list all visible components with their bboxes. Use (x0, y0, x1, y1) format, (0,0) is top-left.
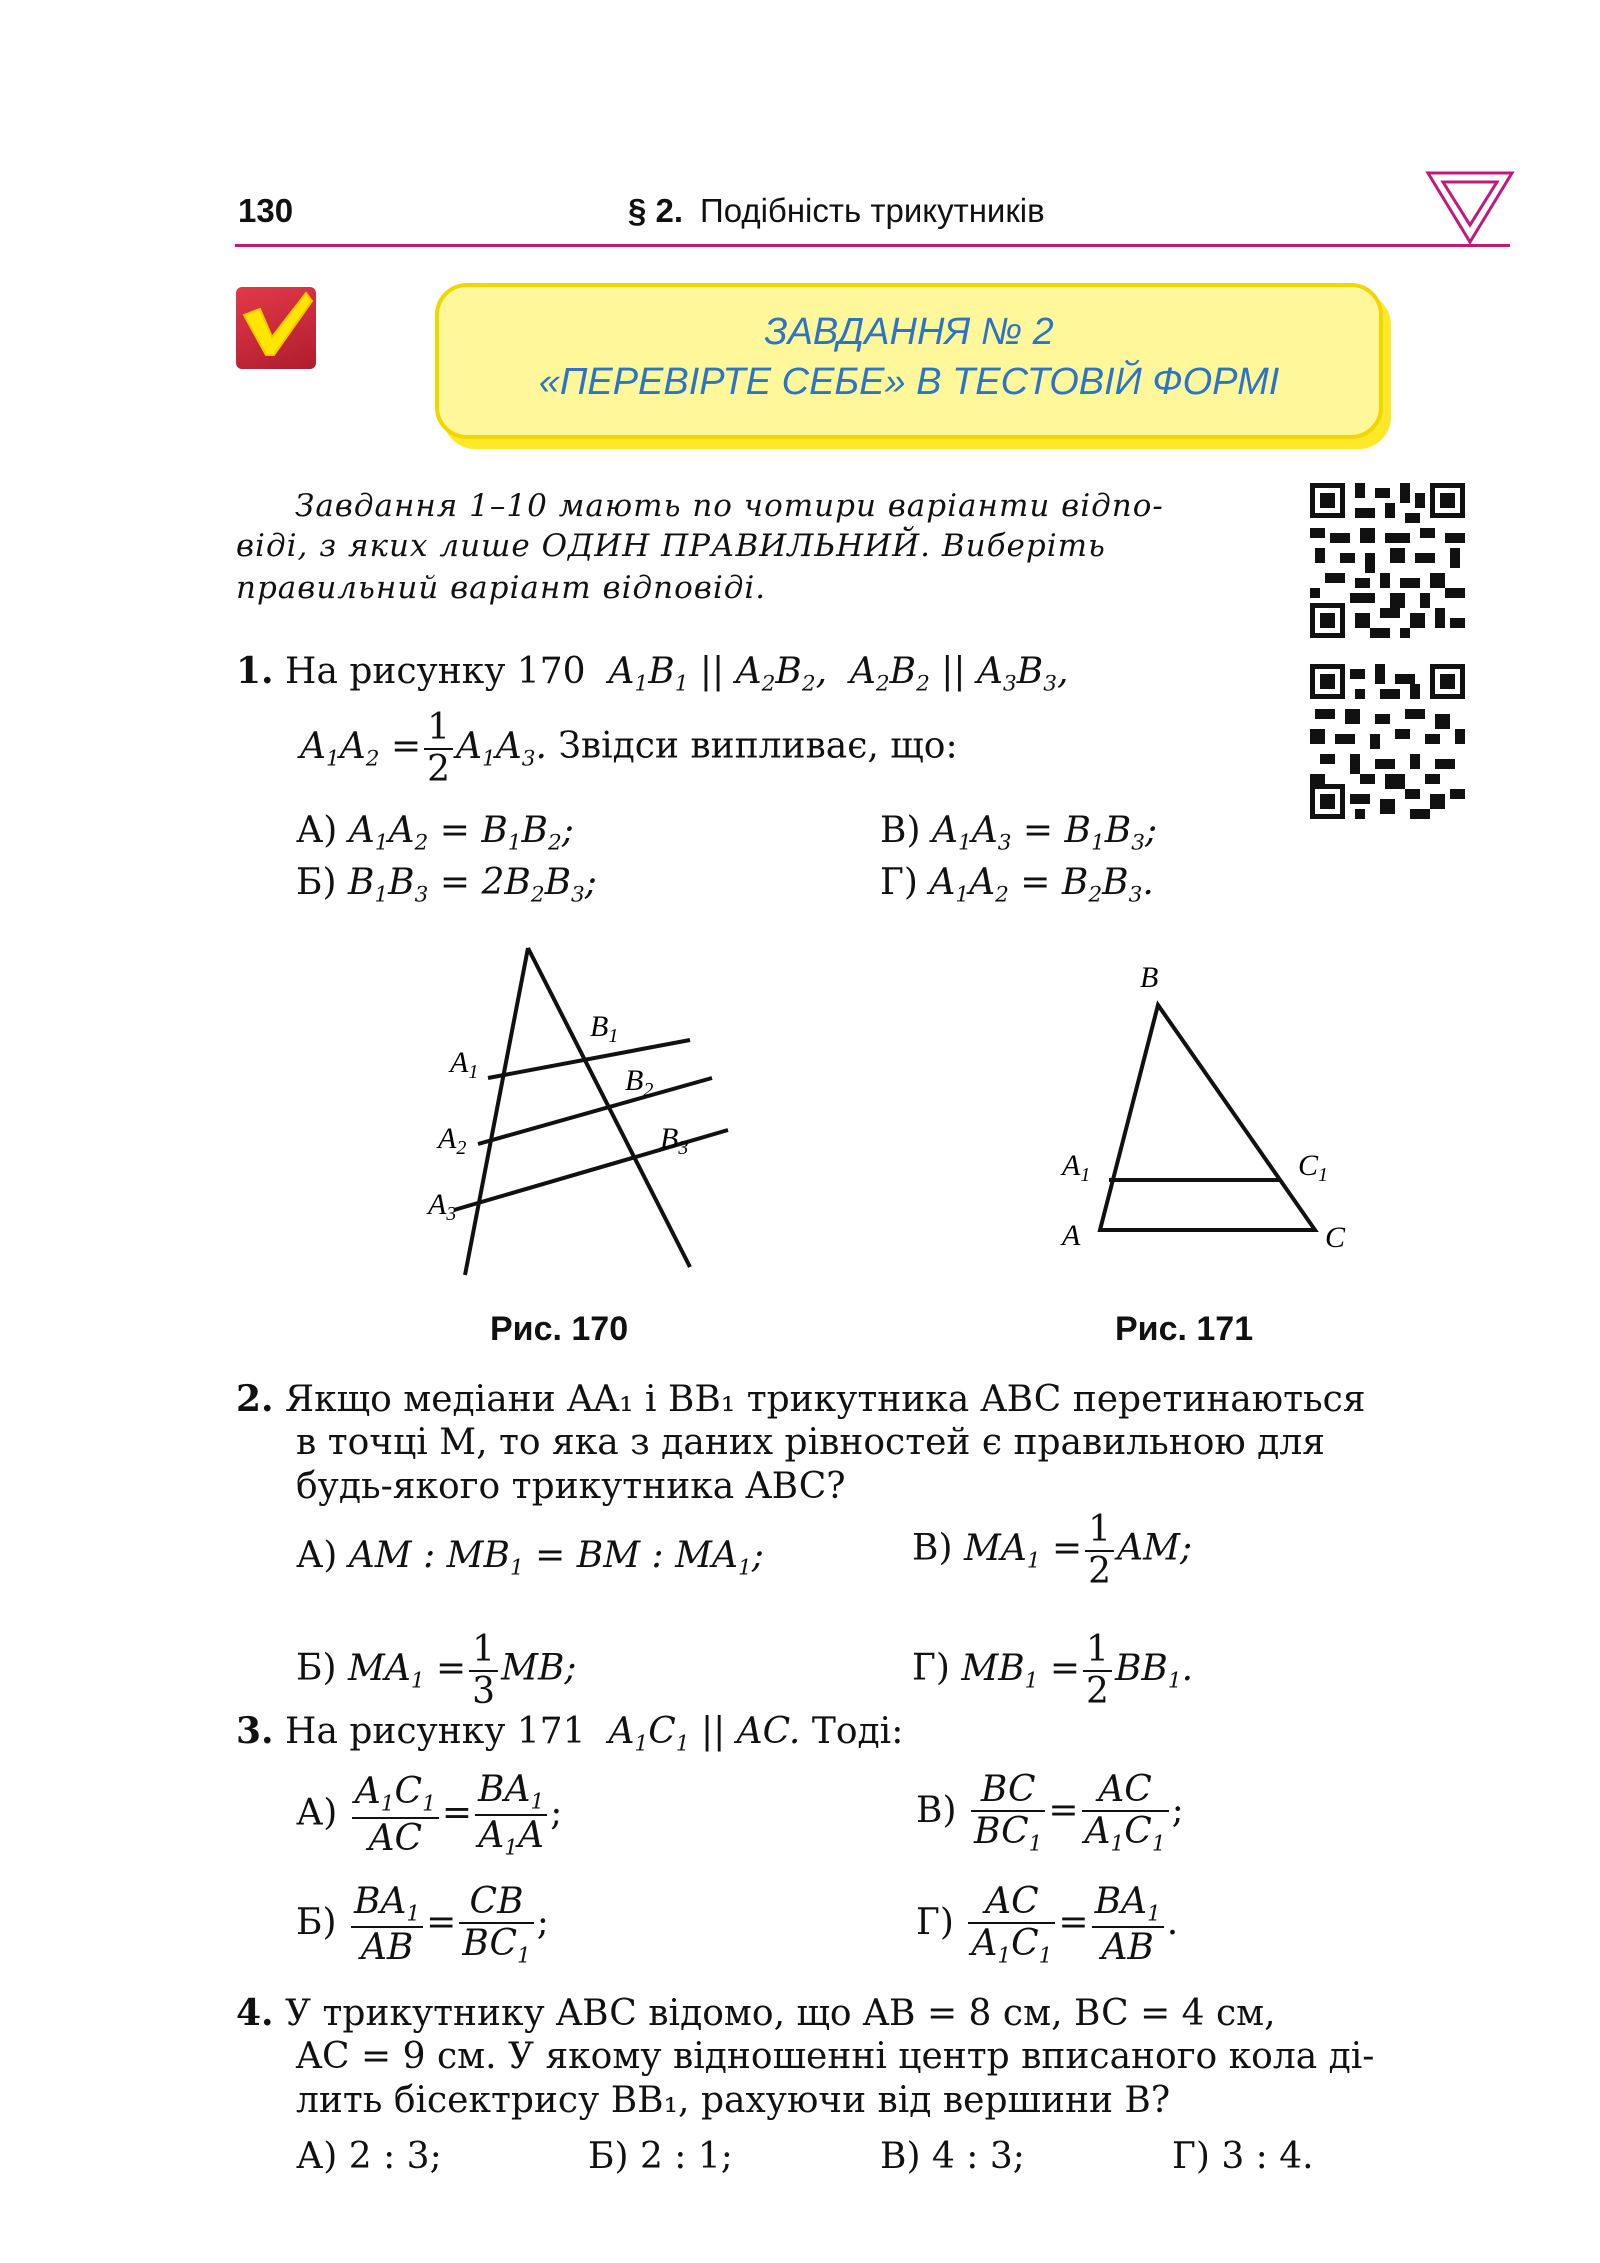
question-text: Тоді: (811, 1711, 904, 1752)
section-title: Подібність трикутників (700, 192, 1045, 229)
question-text: Якщо медіани AA₁ і BB₁ трикутника ABC перетинаються (285, 1379, 1366, 1420)
question-4-line2: AC = 9 см. У якому відношенні центр вписаного кола ді- (296, 2036, 1375, 2077)
q3-option-a[interactable]: А) $\frac{A_1C_1}{AC}$ = $\frac{BA_1}{A_1A}$ ; (296, 1769, 563, 1861)
q3-option-b[interactable]: Б) $\frac{BA_1}{AB}$ = $\frac{CB}{BC_1}$ ; (296, 1881, 549, 1969)
label-c: C (1325, 1221, 1346, 1254)
question-2-line1 (236, 1378, 1366, 1420)
header-rule (235, 244, 1510, 247)
question-1-statement: 1. На рисунку 170 $A_1B_1$ || $A_2B_2$, $A_2B_2$ || $A_3B_3$, (236, 650, 1069, 697)
q1-option-b[interactable]: Б) $B_1B_3 = 2B_2B_3$; (296, 862, 597, 908)
label-a2: $A_2$ (438, 1122, 467, 1159)
figure-171 (1040, 955, 1370, 1275)
q2-option-a[interactable]: А) AM : $MB_1$ = BM : $MA_1$; (296, 1535, 764, 1581)
label-b3: $B_3$ (660, 1122, 689, 1159)
label-c1: $C_1$ (1298, 1149, 1329, 1186)
question-number: 2. (236, 1378, 274, 1420)
page-number: 130 (238, 192, 294, 229)
q2-option-g[interactable]: Г) $MB_1$ = $\frac{1}{2}$ $BB_1$. (912, 1629, 1194, 1712)
q4-option-b[interactable]: Б) 2 : 1; (588, 2136, 733, 2177)
q4-option-g[interactable]: Г) 3 : 4. (1172, 2136, 1314, 2177)
question-text: У трикутнику ABC відомо, що AB = 8 см, BC = 4 см, (285, 1993, 1276, 2034)
figure-170 (400, 930, 780, 1290)
checkmark-icon (236, 287, 316, 369)
question-number: 1. (236, 650, 274, 692)
q1-option-a[interactable]: А) $A_1A_2 = B_1B_2$; (296, 810, 574, 856)
triangle-logo-icon (1425, 170, 1515, 246)
intro-line3: правильний варіант відповіді. (236, 570, 767, 606)
label-b: B (1140, 961, 1159, 994)
qr-code-icon (1310, 483, 1465, 638)
qr-code-icon (1310, 664, 1465, 819)
task-title-line2: «ПЕРЕВІРТЕ СЕБЕ» В ТЕСТОВІЙ ФОРМІ (538, 361, 1280, 403)
task-title-line1: ЗАВДАННЯ № 2 (764, 311, 1054, 353)
figure-171-caption: Рис. 171 (1115, 1310, 1254, 1348)
question-number: 3. (236, 1710, 274, 1752)
task-title-box (435, 283, 1383, 439)
question-2-line3: будь-якого трикутника ABC? (296, 1466, 846, 1507)
fig170-side-a (465, 948, 528, 1275)
label-a1: $A_1$ (450, 1046, 479, 1083)
q1-option-v[interactable]: В) $A_1A_3 = B_1B_3$; (880, 810, 1158, 856)
question-2-line2: в точці M, то яка з даних рівностей є правильною для (296, 1422, 1325, 1463)
question-3-statement: 3. На рисунку 171 $A_1C_1$ || AC. Тоді: (236, 1710, 904, 1757)
label-a: A (1062, 1219, 1081, 1252)
question-1-condition: $A_1A_2$ = $\frac{1}{2}$ $A_1A_3$. Звідси випливає, що: (300, 707, 958, 790)
intro-line1: Завдання 1–10 мають по чотири варіанти відпо- (295, 488, 1164, 524)
question-4-line3: лить бісектрису BB₁, рахуючи від вершини B? (296, 2080, 1171, 2121)
section-number: § 2. (628, 192, 684, 229)
question-text: На рисунку 171 (285, 1711, 586, 1752)
label-a1: $A_1$ (1062, 1149, 1091, 1186)
q3-option-v[interactable]: В) $\frac{BC}{BC_1}$ = $\frac{AC}{A_1C_1}$ ; (916, 1769, 1184, 1857)
q4-option-a[interactable]: А) 2 : 3; (296, 2136, 442, 2177)
q4-option-v[interactable]: В) 4 : 3; (880, 2136, 1025, 2177)
label-b2: $B_2$ (625, 1064, 654, 1101)
triangle-abc (1100, 1005, 1315, 1230)
question-text: Звідси випливає, що: (558, 725, 958, 767)
question-text: На рисунку 170 (285, 651, 586, 692)
question-number: 4. (236, 1992, 274, 2034)
question-4-line1 (236, 1992, 1276, 2034)
q1-option-g[interactable]: Г) $A_1A_2 = B_2B_3$. (880, 862, 1154, 908)
q3-option-g[interactable]: Г) $\frac{AC}{A_1C_1}$ = $\frac{BA_1}{AB}$ . (916, 1881, 1179, 1969)
label-b1: $B_1$ (590, 1010, 619, 1047)
label-a3: $A_3$ (428, 1188, 457, 1225)
figure-170-caption: Рис. 170 (490, 1310, 629, 1348)
q2-option-b[interactable]: Б) $MA_1$ = $\frac{1}{3}$ MB; (296, 1629, 577, 1712)
q2-option-v[interactable]: В) $MA_1$ = $\frac{1}{2}$ AM; (912, 1509, 1193, 1592)
intro-line2: віді, з яких лише ОДИН ПРАВИЛЬНИЙ. Виберіть (236, 528, 1106, 564)
